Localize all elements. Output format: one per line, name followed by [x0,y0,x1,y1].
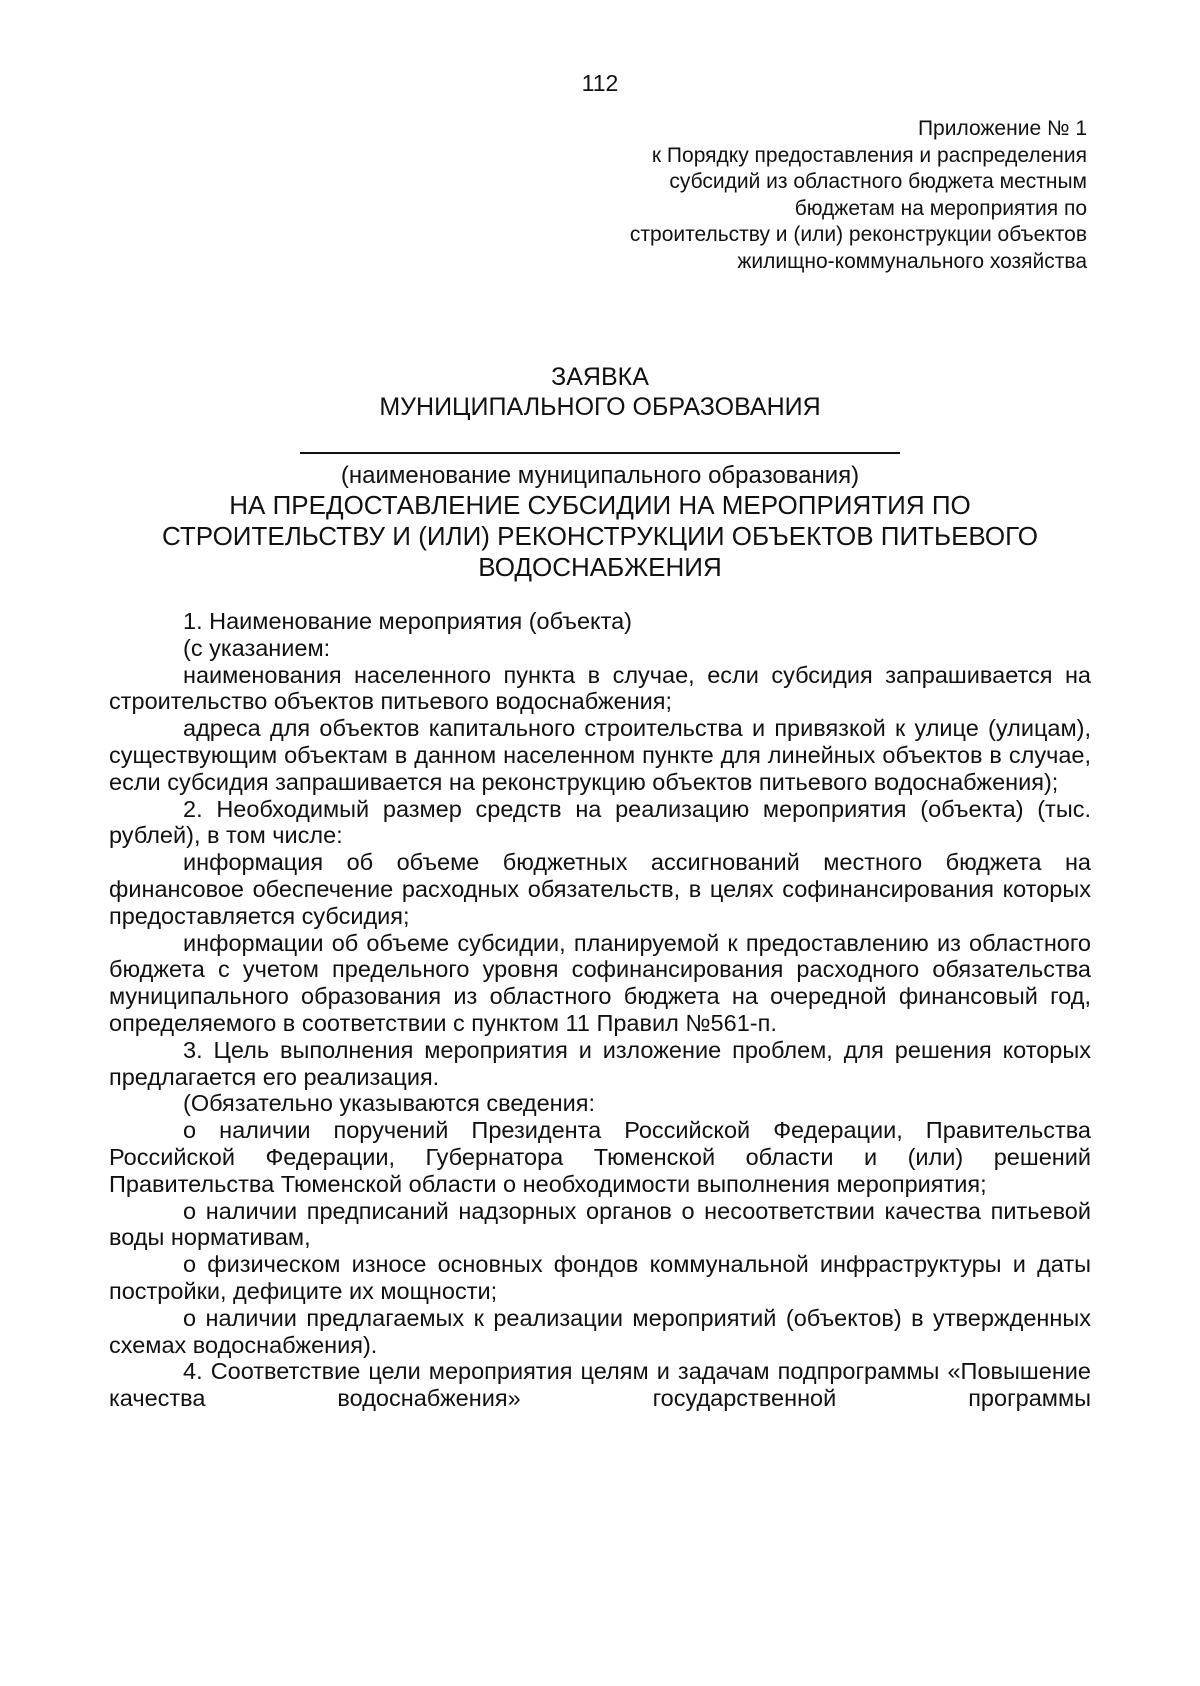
paragraph-item-3: 3. Цель выполнения мероприятия и изложение проблем, для решения которых предлагается его реализация. [109,1036,1091,1090]
document-body [109,608,1091,1412]
document-title [100,362,1100,583]
heading-line-1: НА ПРЕДОСТАВЛЕНИЕ СУБСИДИИ НА МЕРОПРИЯТИЯ ПО [229,490,971,520]
paragraph-item-2: 2. Необходимый размер средств на реализацию мероприятия (объекта) (тыс. рублей), в том числе: [109,795,1091,849]
paragraph-budget-info: информация об объеме бюджетных ассигнований местного бюджета на финансовое обеспечение расходных обязательств, в целях софинансирования которых предоставляется субсидия; [109,849,1091,929]
paragraph-subsidy-info: информации об объеме субсидии, планируемой к предоставлению из областного бюджета с учетом предельного уровня софинансирования расходного обязательства муниципального образования из областного бюджета на очередной финансовый год, определяемого в соответствии с пунктом 11 Правил №561-п. [109,929,1091,1036]
title-line-1: ЗАЯВКА [551,363,649,391]
paragraph-settlement: наименования населенного пункта в случае, если субсидия запрашивается на строительство объектов питьевого водоснабжения; [109,661,1091,715]
paragraph-required-info: (Обязательно указываются сведения: [183,1090,596,1117]
heading-line-3: ВОДОСНАБЖЕНИЯ [478,552,722,582]
title-line-2: МУНИЦИПАЛЬНОГО ОБРАЗОВАНИЯ [379,393,821,421]
paragraph-address: адреса для объектов капитального строительства и привязкой к улице (улицам), существующим объектам в данном населенном пункте для линейных объектов в случае, если субсидия запрашивается на реконструкцию объектов питьевого водоснабжения); [109,715,1091,795]
paragraph-item-4: 4. Соответствие цели мероприятия целям и задачам подпрограммы «Повышение качества водоснабжения» государственной программы [109,1358,1091,1412]
page-number: 112 [581,70,619,96]
paragraph-item-1: 1. Наименование мероприятия (объекта) [183,608,632,634]
appendix-line: Приложение № 1 [917,117,1087,140]
appendix-reference [527,116,1087,275]
paragraph-prescriptions: о наличии предписаний надзорных органов о несоответствии качества питьевой воды нормативам, [109,1197,1091,1251]
paragraph-orders: о наличии поручений Президента Российской Федерации, Правительства Российской Федерации, Губернатора Тюменской области и (или) решений Правительства Тюменской области о необходимости выполнения мероприятия; [109,1117,1091,1197]
appendix-line: бюджетам на мероприятия по [794,196,1087,220]
blank-fill-line [300,428,900,454]
appendix-line: строительству и (или) реконструкции объектов [629,223,1087,246]
paragraph-note: (с указанием: [183,634,331,661]
paragraph-wear: о физическом износе основных фондов коммунальной инфраструктуры и даты постройки, дефиците их мощности; [109,1251,1091,1304]
paragraph-schemes: о наличии предлагаемых к реализации мероприятий (объектов) в утвержденных схемах водоснабжения). [109,1304,1091,1358]
appendix-line: жилищно-коммунального хозяйства [737,249,1087,273]
appendix-line: к Порядку предоставления и распределения [651,143,1087,167]
appendix-line: субсидий из областного бюджета местным [669,170,1087,193]
heading-line-2: СТРОИТЕЛЬСТВУ И (ИЛИ) РЕКОНСТРУКЦИИ ОБЪЕКТОВ ПИТЬЕВОГО [162,521,1038,551]
blank-caption: (наименование муниципального образования) [340,462,860,489]
